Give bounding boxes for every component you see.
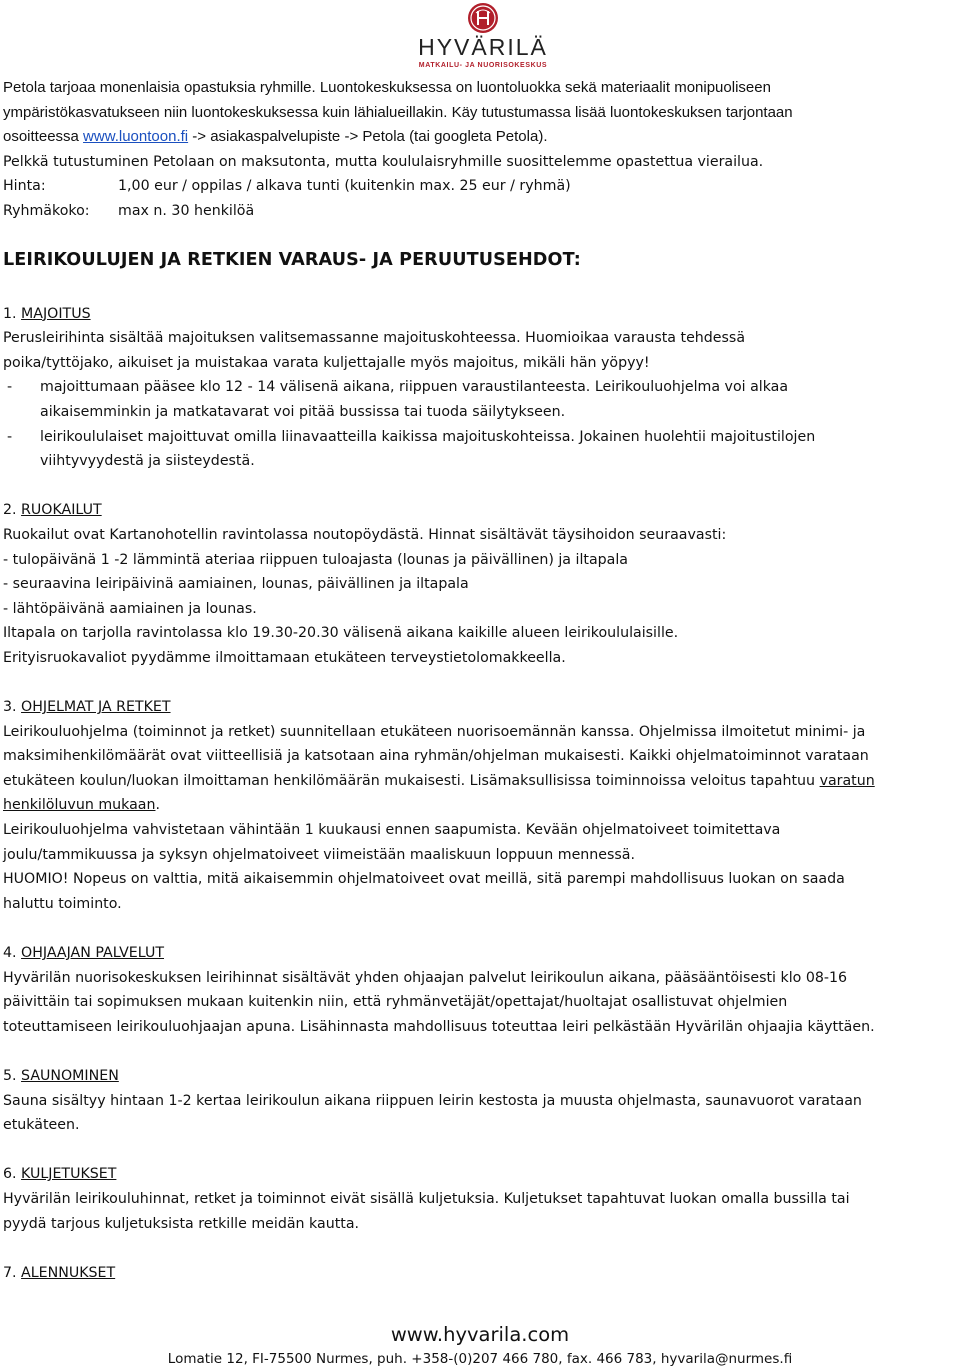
paragraph-line: Iltapala on tarjolla ravintolassa klo 19.30-20.30 välisenä aikana kaikille alueen leirikoululaisille. — [3, 625, 679, 642]
paragraph-line — [3, 769, 953, 794]
logo-emblem-icon — [467, 2, 499, 34]
hyvarila-logo — [418, 0, 548, 76]
footer-address: Lomatie 12, FI-75500 Nurmes, puh. +358-(0)207 466 780, fax. 466 783, hyvarila@nurmes.fi — [167, 1351, 793, 1367]
section-title-text: OHJELMAT JA RETKET — [21, 699, 171, 716]
intro-text: osoitteessa — [3, 128, 84, 146]
section-saunominen — [3, 1064, 953, 1138]
section-title — [3, 1261, 953, 1286]
section-number: 2. — [3, 502, 22, 519]
footer-website-link[interactable]: www.hyvarila.com — [390, 1323, 570, 1346]
group-size-row — [3, 199, 953, 224]
paragraph-line: - lähtöpäivänä aamiainen ja lounas. — [3, 600, 257, 617]
paragraph-line: toteuttamiseen leirikouluohjaajan apuna. Lisähinnasta mahdollisuus toteuttaa leiri pelkästään Hyvärilän ohjaajia käyttäen. — [3, 1018, 875, 1035]
paragraph-line: Leirikouluohjelma (toiminnot ja retket) suunnitellaan etukäteen nuorisoemännän kanssa. Ohjelmissa ilmoitetut minimi- ja — [3, 723, 866, 740]
section-title — [3, 302, 953, 327]
group-size-label: Ryhmäkoko: — [3, 202, 90, 219]
section-title — [3, 1162, 953, 1187]
intro-line: Petola tarjoaa monenlaisia opastuksia ryhmille. Luontokeskuksessa on luontoluokka sekä materiaalit monipuoliseen — [3, 79, 771, 96]
section-majoitus — [3, 302, 953, 474]
section-alennukset — [3, 1261, 953, 1286]
paragraph-line: - seuraavina leiripäivinä aamiainen, lounas, päivällinen ja iltapala — [3, 576, 469, 593]
section-number: 3. — [3, 699, 22, 716]
section-title-text: OHJAAJAN PALVELUT — [21, 945, 164, 961]
section-ohjaajan-palvelut — [3, 941, 953, 1039]
group-size-value: max n. 30 henkilöä — [118, 202, 255, 219]
section-title-text: SAUNOMINEN — [21, 1067, 119, 1084]
section-ohjelmat — [3, 695, 953, 916]
paragraph-line: Perusleirihinta sisältää majoituksen valitsemassanne majoituskohteessa. Huomioikaa varausta tehdessä — [3, 330, 746, 347]
section-title-text: KULJETUKSET — [21, 1166, 117, 1183]
section-number: 4. — [3, 945, 22, 961]
paragraph-line: maksimihenkilömäärät ovat viitteellisiä ja katsotaan aina ryhmän/ohjelman mukaisesti. Kaikki ohjelmatoiminnot varataan — [3, 748, 869, 765]
paragraph-line: päivittäin tai sopimuksen mukaan kuitenkin niin, että ryhmänvetäjät/opettajat/huoltajat osallistuvat ohjelmien — [3, 994, 788, 1011]
paragraph-line: - tulopäivänä 1 -2 lämmintä ateriaa riippuen tuloajasta (lounas ja päivällinen) ja iltapala — [3, 551, 628, 568]
section-title-text: RUOKAILUT — [21, 502, 102, 519]
list-item-line: majoittumaan pääsee klo 12 - 14 välisenä aikana, riippuen varaustilanteesta. Leirikouluohjelma voi alkaa — [40, 379, 789, 396]
section-title-text: MAJOITUS — [21, 305, 91, 322]
section-title — [3, 941, 953, 966]
section-number: 6. — [3, 1166, 22, 1183]
paragraph-line: Sauna sisältyy hintaan 1-2 kertaa leirikoulun aikana riippuen leirin kestosta ja muusta ohjelmasta, saunavuorot varataan — [3, 1092, 862, 1109]
section-title — [3, 695, 953, 720]
paragraph-line: Leirikouluohjelma vahvistetaan vähintään 1 kuukausi ennen saapumista. Kevään ohjelmatoiveet toimitettava — [3, 822, 781, 839]
price-label: Hinta: — [3, 178, 46, 195]
paragraph-line: Hyvärilän nuorisokeskuksen leirihinnat sisältävät yhden ohjaajan palvelut leirikoulun aikana, pääsääntöisesti klo 08-16 — [3, 969, 848, 986]
list-item — [3, 375, 953, 424]
dash-bullet: - — [7, 428, 13, 445]
section-number: 5. — [3, 1067, 22, 1084]
list-item-line: viihtyvyydestä ja siisteydestä. — [40, 453, 255, 470]
section-title-text: ALENNUKSET — [21, 1264, 116, 1281]
paragraph-text: . — [155, 797, 160, 814]
intro-line: Pelkkä tutustuminen Petolaan on maksutonta, mutta koululaisryhmille suosittelemme opastettua vierailua. — [3, 153, 764, 170]
paragraph-line — [3, 793, 953, 818]
price-row — [3, 174, 953, 199]
emphasis-text: henkilöluvun mukaan — [3, 797, 156, 814]
paragraph-line: HUOMIO! Nopeus on valttia, mitä aikaisemmin ohjelmatoiveet ovat meillä, sitä parempi mahdollisuus luokan on saada — [3, 871, 845, 888]
intro-section — [3, 76, 953, 224]
logo-name: HYVÄRILÄ — [418, 34, 548, 60]
section-number: 1. — [3, 305, 22, 322]
section-ruokailut — [3, 498, 953, 670]
luontoon-link[interactable]: www.luontoon.fi — [83, 128, 189, 146]
paragraph-line: haluttu toiminto. — [3, 895, 122, 912]
main-heading: LEIRIKOULUJEN JA RETKIEN VARAUS- JA PERUUTUSEHDOT: — [3, 249, 581, 270]
dash-bullet: - — [7, 379, 13, 396]
paragraph-line: pyydä tarjous kuljetuksista retkille meidän kautta. — [3, 1215, 360, 1232]
section-number: 7. — [3, 1264, 22, 1281]
paragraph-line: poika/tyttöjako, aikuiset ja muistakaa varata kuljettajalle myös majoitus, mikäli hän yöpyy! — [3, 354, 650, 371]
logo-subtitle: MATKAILU- JA NUORISOKESKUS — [418, 62, 548, 69]
list-item-line: leirikoululaiset majoittuvat omilla liinavaatteilla kaikissa majoituskohteissa. Jokainen huolehtii majoitustilojen — [40, 428, 816, 445]
paragraph-line: etukäteen. — [3, 1117, 80, 1134]
document-body — [3, 76, 953, 1285]
paragraph-line: joulu/tammikuussa ja syksyn ohjelmatoiveet viimeistään maaliskuun loppuun mennessä. — [3, 846, 635, 863]
emphasis-text: varatun — [819, 772, 875, 789]
section-title — [3, 498, 953, 523]
intro-text: -> asiakaspalvelupiste -> Petola (tai googleta Petola). — [188, 128, 548, 146]
price-value: 1,00 eur / oppilas / alkava tunti (kuitenkin max. 25 eur / ryhmä) — [118, 178, 571, 195]
section-kuljetukset — [3, 1162, 953, 1236]
paragraph-line: Erityisruokavaliot pyydämme ilmoittamaan etukäteen terveystietolomakkeella. — [3, 649, 566, 666]
intro-line: ympäristökasvatukseen niin luontokeskuksessa kuin lähialueillakin. Käy tutustumassa lisää luontokeskuksen tarjontaan — [3, 103, 793, 121]
paragraph-text: etukäteen koulun/luokan ilmoittaman henkilömäärän mukaisesti. Lisämaksullisissa toiminnoissa veloitus tapahtuu — [3, 772, 820, 789]
paragraph-line: Ruokailut ovat Kartanohotellin ravintolassa noutopöydästä. Hinnat sisältävät täysihoidon seuraavasti: — [3, 526, 727, 543]
intro-line — [3, 125, 953, 150]
list-item-line: aikaisemminkin ja matkatavarat voi pitää bussissa tai tuoda säilytykseen. — [40, 403, 566, 420]
section-title — [3, 1064, 953, 1089]
paragraph-line: Hyvärilän leirikouluhinnat, retket ja toiminnot eivät sisällä kuljetuksia. Kuljetukset tapahtuvat luokan omalla bussilla tai — [3, 1190, 850, 1207]
list-item — [3, 425, 953, 474]
